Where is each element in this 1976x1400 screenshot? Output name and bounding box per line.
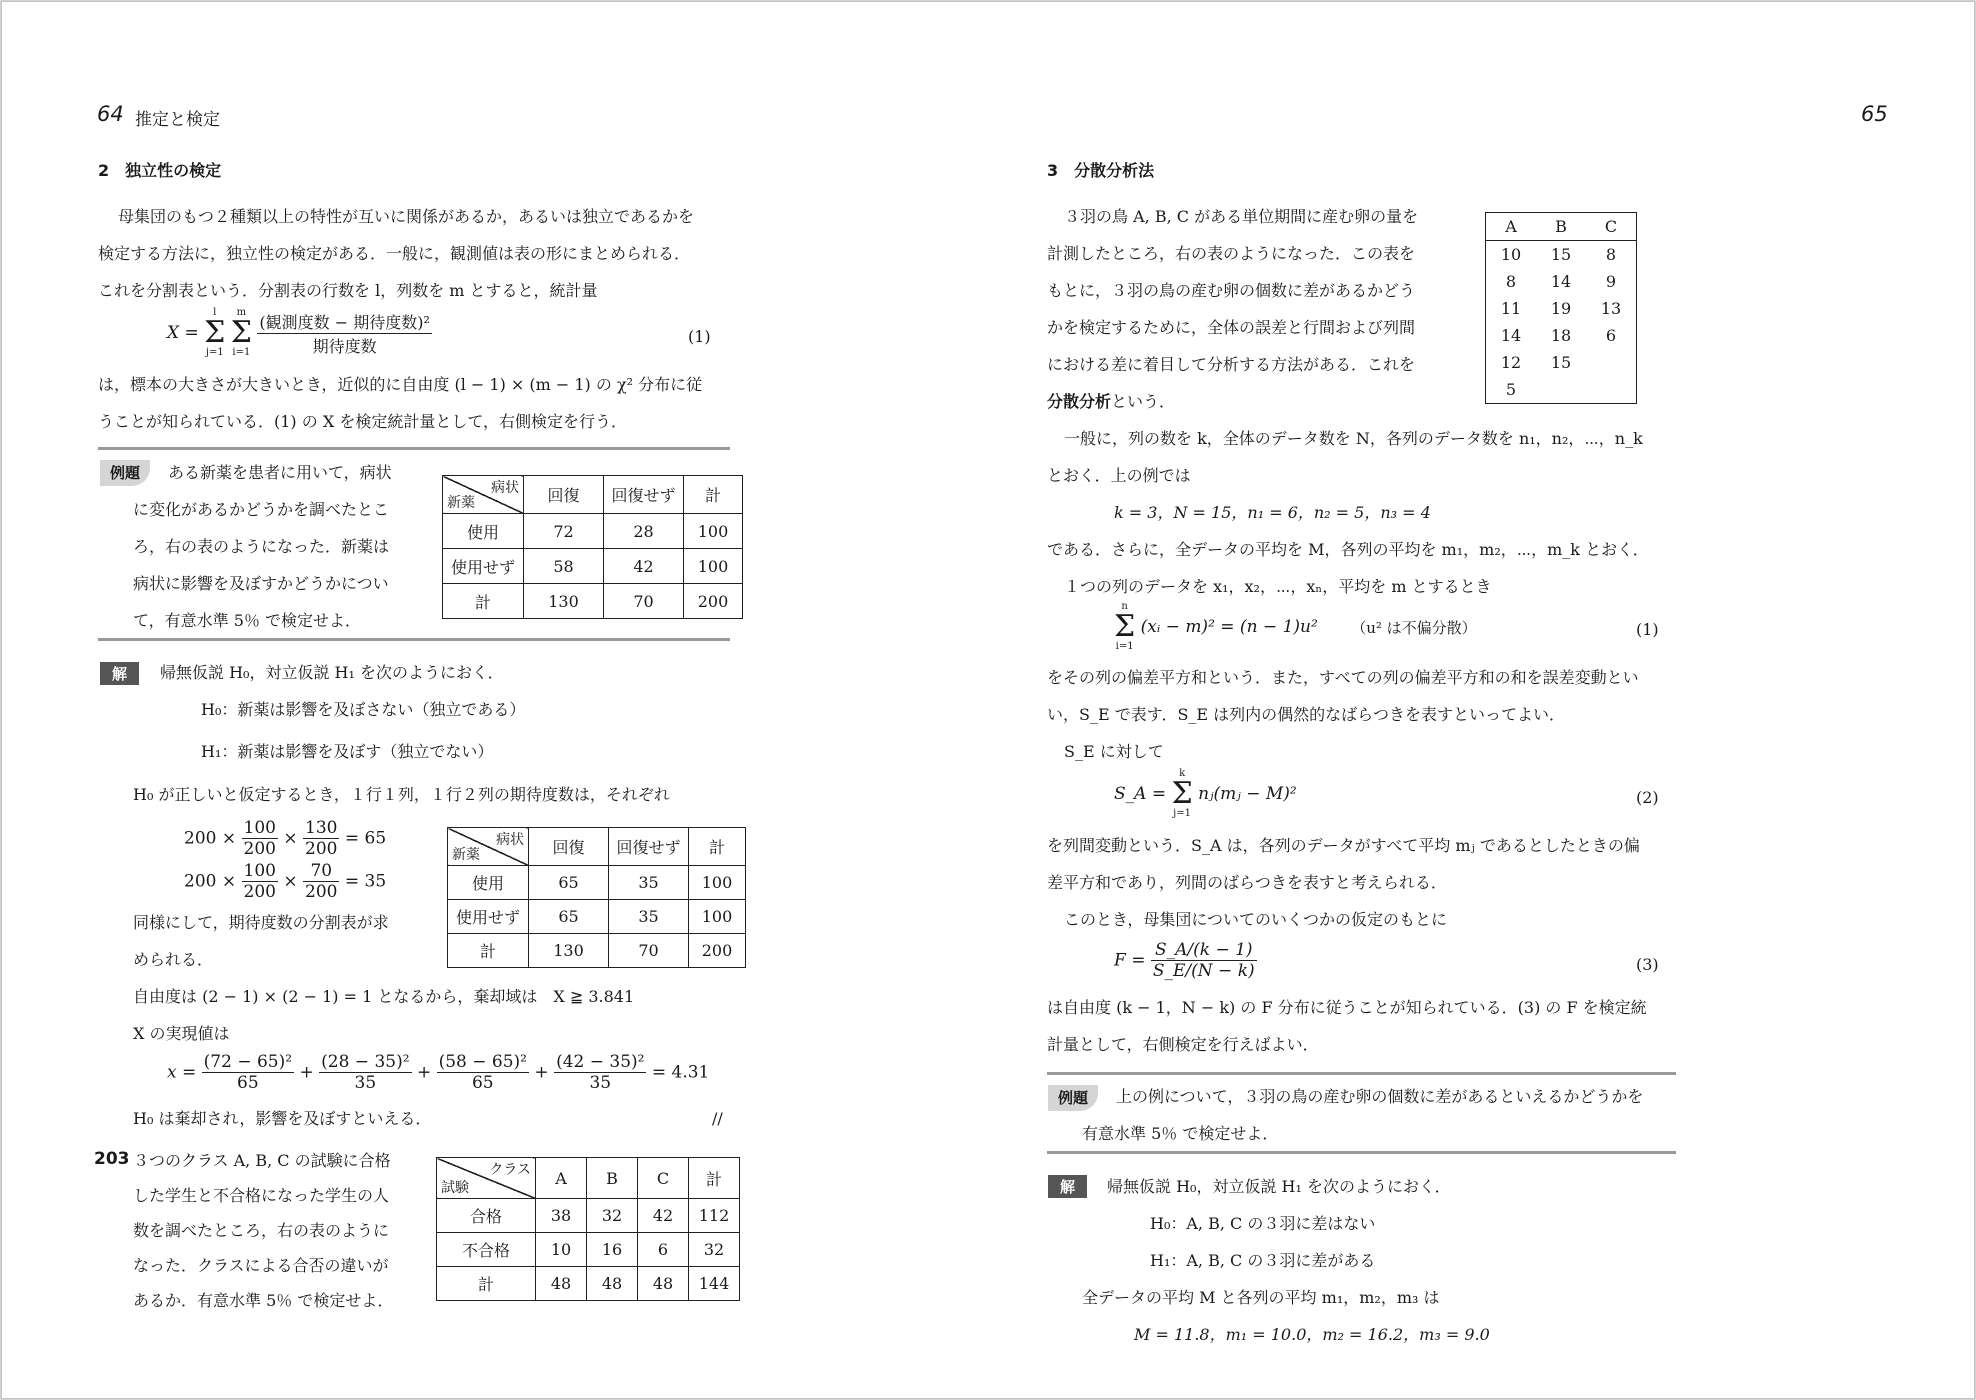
- body-line: を列間変動という．S_A は，各列のデータがすべて平均 mⱼ であるとしたときの偏: [1047, 836, 1640, 855]
- sum-upper: l: [213, 307, 217, 318]
- table-cell: 70: [609, 934, 689, 968]
- intro-line: 分散分析という．: [1047, 392, 1176, 411]
- sum-lower: i=1: [232, 347, 251, 358]
- sum-symbol: m Σ i=1: [230, 307, 253, 358]
- intro-line-1: 母集団のもつ２種類以上の特性が互いに関係があるか，あるいは独立であるかを: [118, 207, 695, 226]
- solution-line: X の実現値は: [133, 1024, 230, 1043]
- table-header: 計: [689, 1158, 740, 1199]
- problem-line: 数を調べたところ，右の表のように: [133, 1221, 390, 1240]
- body-line: うことが知られている．(1) の X を検定統計量として，右側検定を行う．: [98, 412, 627, 431]
- problem-line: なった．クラスによる合否の違いが: [133, 1256, 389, 1275]
- table-cell: 42: [638, 1199, 689, 1233]
- table-cell: 130: [524, 584, 604, 619]
- body-line: 差平方和であり，列間のばらつきを表すと考えられる．: [1047, 873, 1447, 892]
- table-cell: 200: [684, 584, 743, 619]
- observed-table: [442, 475, 743, 619]
- table-cell: 19: [1550, 299, 1572, 318]
- page-number: 64: [97, 102, 124, 126]
- table-cell: 100: [689, 866, 746, 900]
- equation-number: (1): [688, 327, 711, 346]
- body-line: とおく．上の例では: [1047, 466, 1191, 485]
- problem-table: [436, 1157, 740, 1301]
- intro-line-2: 検定する方法に，独立性の検定がある．一般に，観測値は表の形にまとめられる．: [98, 244, 691, 263]
- table-corner: 病状 新薬: [448, 828, 529, 866]
- expected-table: [447, 827, 746, 968]
- table-cell: [1586, 349, 1637, 376]
- solution-line: 帰無仮説 H₀，対立仮説 H₁ を次のようにおく．: [1107, 1177, 1451, 1196]
- table-cell: 5: [1505, 380, 1517, 399]
- example-top-rule: [98, 447, 730, 450]
- equation-1: [167, 308, 432, 358]
- equation-number: (1): [1636, 620, 1659, 639]
- table-cell: 使用: [448, 866, 529, 900]
- table-cell: 8: [1605, 245, 1617, 264]
- hypothesis-h1: H₁：A, B, C の３羽に差がある: [1150, 1251, 1376, 1270]
- intro-line: ３羽の鳥 A, B, C がある単位期間に産む卵の量を: [1064, 207, 1419, 226]
- example-line: 有意水準 5％ で検定せよ．: [1082, 1124, 1279, 1143]
- body-line: １つの列のデータを x₁，x₂，⋯，xₙ，平均を m とするとき: [1064, 577, 1492, 596]
- problem-line: ３つのクラス A, B, C の試験に合格: [133, 1151, 391, 1170]
- table-cell: 58: [524, 549, 604, 584]
- section-title: 3 分散分析法: [1047, 161, 1155, 180]
- table-header: 計: [689, 828, 746, 866]
- table-header: C: [638, 1158, 689, 1199]
- table-cell: 32: [587, 1199, 638, 1233]
- equation-number: (3): [1636, 955, 1659, 974]
- expected-calc-1: 200 × $\frac{100}{200}$ × $\frac{130}{200}$ = 65: [184, 818, 387, 859]
- body-line: である．さらに，全データの平均を M，各列の平均を m₁，m₂，⋯，m_k とおく．: [1047, 540, 1649, 559]
- table-cell: 6: [1605, 326, 1617, 345]
- table-cell: 計: [437, 1267, 536, 1301]
- example-badge: 例題: [1048, 1085, 1098, 1111]
- example-badge: 例題: [100, 460, 150, 486]
- table-cell: 11: [1500, 299, 1522, 318]
- intro-line: かを検定するために，全体の誤差と行間および列間: [1047, 318, 1416, 337]
- solution-line: H₀ が正しいと仮定するとき，１行１列，１行２列の期待度数は，それぞれ: [133, 785, 670, 804]
- egg-table: [1485, 212, 1637, 404]
- table-cell: 35: [609, 900, 689, 934]
- table-cell: 15: [1550, 245, 1572, 264]
- example-line: ろ，右の表のようになった．新薬は: [133, 537, 390, 556]
- table-cell: 35: [609, 866, 689, 900]
- eq-lhs: X =: [167, 323, 199, 343]
- table-cell: 合格: [437, 1199, 536, 1233]
- body-line: 計量として，右側検定を行えばよい．: [1047, 1035, 1319, 1054]
- table-cell: 72: [524, 514, 604, 549]
- table-header: A: [1486, 213, 1537, 241]
- problem-number: 203: [94, 1149, 130, 1169]
- solution-line: 同様にして，期待度数の分割表が求: [133, 913, 389, 932]
- table-cell: 14: [1550, 272, 1572, 291]
- intro-line: 計測したところ，右の表のようになった．この表を: [1047, 244, 1416, 263]
- hypothesis-h0: H₀：新薬は影響を及ぼさない（独立である）: [201, 700, 526, 719]
- table-cell: 200: [689, 934, 746, 968]
- table-header: 回復: [524, 476, 604, 514]
- problem-line: あるか．有意水準 5％ で検定せよ．: [133, 1291, 394, 1310]
- table-cell: 13: [1600, 299, 1622, 318]
- table-header: 回復せず: [604, 476, 684, 514]
- fraction: [257, 310, 431, 357]
- table-cell: 100: [684, 549, 743, 584]
- example-bottom-rule: [1047, 1151, 1676, 1154]
- example-line: て，有意水準 5％ で検定せよ．: [133, 611, 362, 630]
- example-bottom-rule: [98, 638, 730, 641]
- body-line: い，S_E で表す．S_E は列内の偶然的なばらつきを表すといってよい．: [1047, 705, 1566, 724]
- table-cell: 不合格: [437, 1233, 536, 1267]
- dof-line: 自由度は (2 − 1) × (2 − 1) = 1 となるから，棄却域は X ≧ 3.841: [133, 987, 635, 1006]
- table-cell: 28: [604, 514, 684, 549]
- table-cell: 42: [604, 549, 684, 584]
- solution-badge: 解: [100, 662, 139, 685]
- equation-2: S_A = k Σ j=1 nⱼ(mⱼ − M)²: [1114, 768, 1297, 819]
- intro-line-3: これを分割表という．分割表の行数を l，列数を m とすると，統計量: [98, 281, 598, 300]
- solution-line: められる．: [133, 950, 214, 969]
- table-cell: 48: [536, 1267, 587, 1301]
- table-cell: 12: [1500, 353, 1522, 372]
- table-cell: 65: [529, 866, 609, 900]
- table-cell: 10: [1500, 245, 1522, 264]
- table-cell: 18: [1550, 326, 1572, 345]
- table-header: B: [1536, 213, 1586, 241]
- equation-1: n Σ i=1 (xᵢ − m)² = (n − 1)u² （u² は不偏分散）: [1114, 601, 1477, 652]
- page-number: 65: [1861, 102, 1888, 126]
- body-line: は自由度 (k − 1，N − k) の F 分布に従うことが知られている．(3) の F を検定統: [1047, 998, 1647, 1017]
- x-value-calc: x = $\frac{\text{(72 − 65)²}}{65}$ + $\frac{\text{(28 − 35)²}}{35}$ + $\frac{\text{(58 − 65)²}}{65}$ + $\frac{\text{(42 − 35)²}}{35}$ = 4.31: [167, 1052, 710, 1093]
- table-cell: 6: [638, 1233, 689, 1267]
- table-cell: 144: [689, 1267, 740, 1301]
- body-line: このとき，母集団についてのいくつかの仮定のもとに: [1064, 910, 1448, 929]
- table-cell: 65: [529, 900, 609, 934]
- table-cell: 48: [587, 1267, 638, 1301]
- table-cell: 48: [638, 1267, 689, 1301]
- hypothesis-h1: H₁：新薬は影響を及ぼす（独立でない）: [201, 742, 494, 761]
- table-cell: 14: [1500, 326, 1522, 345]
- example-line: に変化があるかどうかを調べたとこ: [133, 500, 390, 519]
- end-mark: //: [712, 1109, 723, 1128]
- table-cell: 100: [689, 900, 746, 934]
- table-header: C: [1586, 213, 1637, 241]
- table-header: A: [536, 1158, 587, 1199]
- equation-3: F = $\frac{S\_A/(k - 1)}{S\_E/(N - k)}$: [1114, 940, 1255, 981]
- hypothesis-h0: H₀：A, B, C の３羽に差はない: [1150, 1214, 1376, 1233]
- sum-lower: j=1: [205, 347, 224, 358]
- example-values: k = 3，N = 15，n₁ = 6，n₂ = 5，n₃ = 4: [1114, 503, 1431, 522]
- table-cell: 使用せず: [448, 900, 529, 934]
- section-title: 2 独立性の検定: [98, 161, 222, 180]
- table-cell: 計: [443, 584, 524, 619]
- table-cell: 100: [684, 514, 743, 549]
- example-line: 病状に影響を及ぼすかどうかについ: [133, 574, 389, 593]
- table-cell: 計: [448, 934, 529, 968]
- table-cell: 使用せず: [443, 549, 524, 584]
- table-cell: 15: [1550, 353, 1572, 372]
- sum-symbol: l Σ j=1: [204, 307, 226, 358]
- table-cell: 10: [536, 1233, 587, 1267]
- body-line: S_E に対して: [1064, 742, 1164, 761]
- table-cell: 32: [689, 1233, 740, 1267]
- table-cell: 38: [536, 1199, 587, 1233]
- table-cell: 130: [529, 934, 609, 968]
- numerator: (観測度数 − 期待度数)²: [257, 310, 431, 334]
- table-cell: 使用: [443, 514, 524, 549]
- solution-line: 全データの平均 M と各列の平均 m₁，m₂，m₃ は: [1082, 1288, 1440, 1307]
- body-line: をその列の偏差平方和という．また，すべての列の偏差平方和の和を誤差変動とい: [1047, 668, 1639, 687]
- equation-number: (2): [1636, 788, 1659, 807]
- table-cell: 70: [604, 584, 684, 619]
- solution-line: 帰無仮説 H₀，対立仮説 H₁ を次のようにおく．: [160, 663, 504, 682]
- table-corner: 病状 新薬: [443, 476, 524, 514]
- table-cell: [1536, 376, 1586, 404]
- table-cell: 112: [689, 1199, 740, 1233]
- example-top-rule: [1047, 1072, 1676, 1075]
- intro-line: もとに，３羽の鳥の産む卵の個数に差があるかどう: [1047, 281, 1416, 300]
- example-line: ある新薬を患者に用いて，病状: [168, 463, 392, 482]
- table-cell: 16: [587, 1233, 638, 1267]
- conclusion-line: H₀ は棄却され，影響を及ぼすといえる．: [133, 1109, 432, 1128]
- solution-badge: 解: [1048, 1175, 1087, 1198]
- intro-line: における差に着目して分析する方法がある．これを: [1047, 355, 1416, 374]
- table-header: 計: [684, 476, 743, 514]
- body-line: は，標本の大きさが大きいとき，近似的に自由度 (l − 1) × (m − 1) の χ² 分布に従: [98, 375, 703, 394]
- problem-line: した学生と不合格になった学生の人: [133, 1186, 390, 1205]
- table-cell: [1586, 376, 1637, 404]
- book-spread: [2, 2, 1974, 1398]
- expected-calc-2: 200 × $\frac{100}{200}$ × $\frac{70}{200}$ = 35: [184, 861, 387, 902]
- running-head: 推定と検定: [135, 110, 220, 130]
- denominator: 期待度数: [312, 336, 377, 356]
- table-header: B: [587, 1158, 638, 1199]
- example-line: 上の例について，３羽の鳥の産む卵の個数に差があるといえるかどうかを: [1116, 1087, 1644, 1106]
- keyword-bunsan: 分散分析: [1047, 392, 1112, 411]
- table-cell: 8: [1505, 272, 1517, 291]
- table-header: 回復せず: [609, 828, 689, 866]
- table-header: 回復: [529, 828, 609, 866]
- table-corner: クラス 試験: [437, 1158, 536, 1199]
- left-page: [2, 2, 988, 1398]
- right-page: [988, 2, 1974, 1398]
- mean-values: M = 11.8，m₁ = 10.0，m₂ = 16.2，m₃ = 9.0: [1134, 1325, 1490, 1344]
- sum-upper: m: [236, 307, 247, 318]
- body-line: 一般に，列の数を k，全体のデータ数を N，各列のデータ数を n₁，n₂，⋯，n_k: [1064, 429, 1643, 448]
- table-cell: 9: [1605, 272, 1617, 291]
